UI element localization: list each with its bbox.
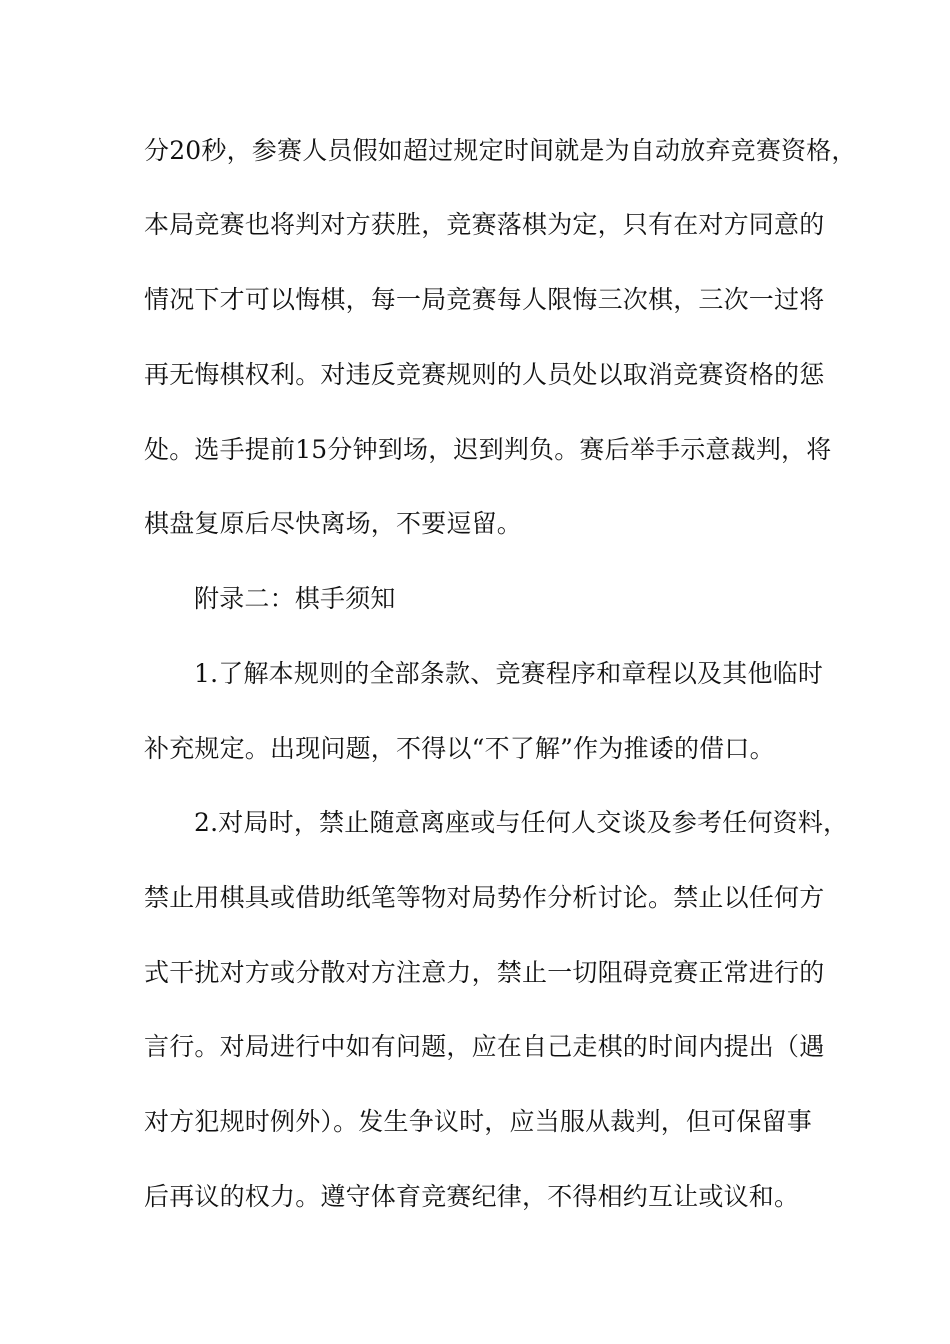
text-line: 棋盘复原后尽快离场，不要逗留。 [144, 509, 523, 538]
text-line: 情况下才可以悔棋，每一局竞赛每人限悔三次棋，三次一过将 [144, 285, 825, 314]
text-line: 言行。对局进行中如有问题，应在自己走棋的时间内提出（遇 [144, 1032, 825, 1061]
text-line: 对方犯规时例外）。发生争议时，应当服从裁判，但可保留事 [144, 1107, 812, 1136]
text-line: 式干扰对方或分散对方注意力，禁止一切阻碍竞赛正常进行的 [144, 958, 825, 987]
text-line: 分20秒，参赛人员假如超过规定时间就是为自动放弃竞赛资格， [144, 136, 857, 165]
text-line: 补充规定。出现问题，不得以“不了解”作为推诿的借口。 [144, 734, 775, 763]
text-line: 再无悔棋权利。对违反竞赛规则的人员处以取消竞赛资格的惩 [144, 360, 825, 389]
text-line: 2.对局时，禁止随意离座或与任何人交谈及参考任何资料， [194, 808, 849, 837]
text-line: 后再议的权力。遵守体育竞赛纪律，不得相约互让或议和。 [144, 1182, 800, 1211]
text-line: 1.了解本规则的全部条款、竞赛程序和章程以及其他临时 [194, 659, 824, 688]
text-line: 本局竞赛也将判对方获胜，竞赛落棋为定，只有在对方同意的 [144, 210, 825, 239]
section-heading: 附录二：棋手须知 [194, 584, 396, 613]
text-line: 处。选手提前15分钟到场，迟到判负。赛后举手示意裁判，将 [144, 435, 832, 464]
text-line: 禁止用棋具或借助纸笔等物对局势作分析讨论。禁止以任何方 [144, 883, 825, 912]
